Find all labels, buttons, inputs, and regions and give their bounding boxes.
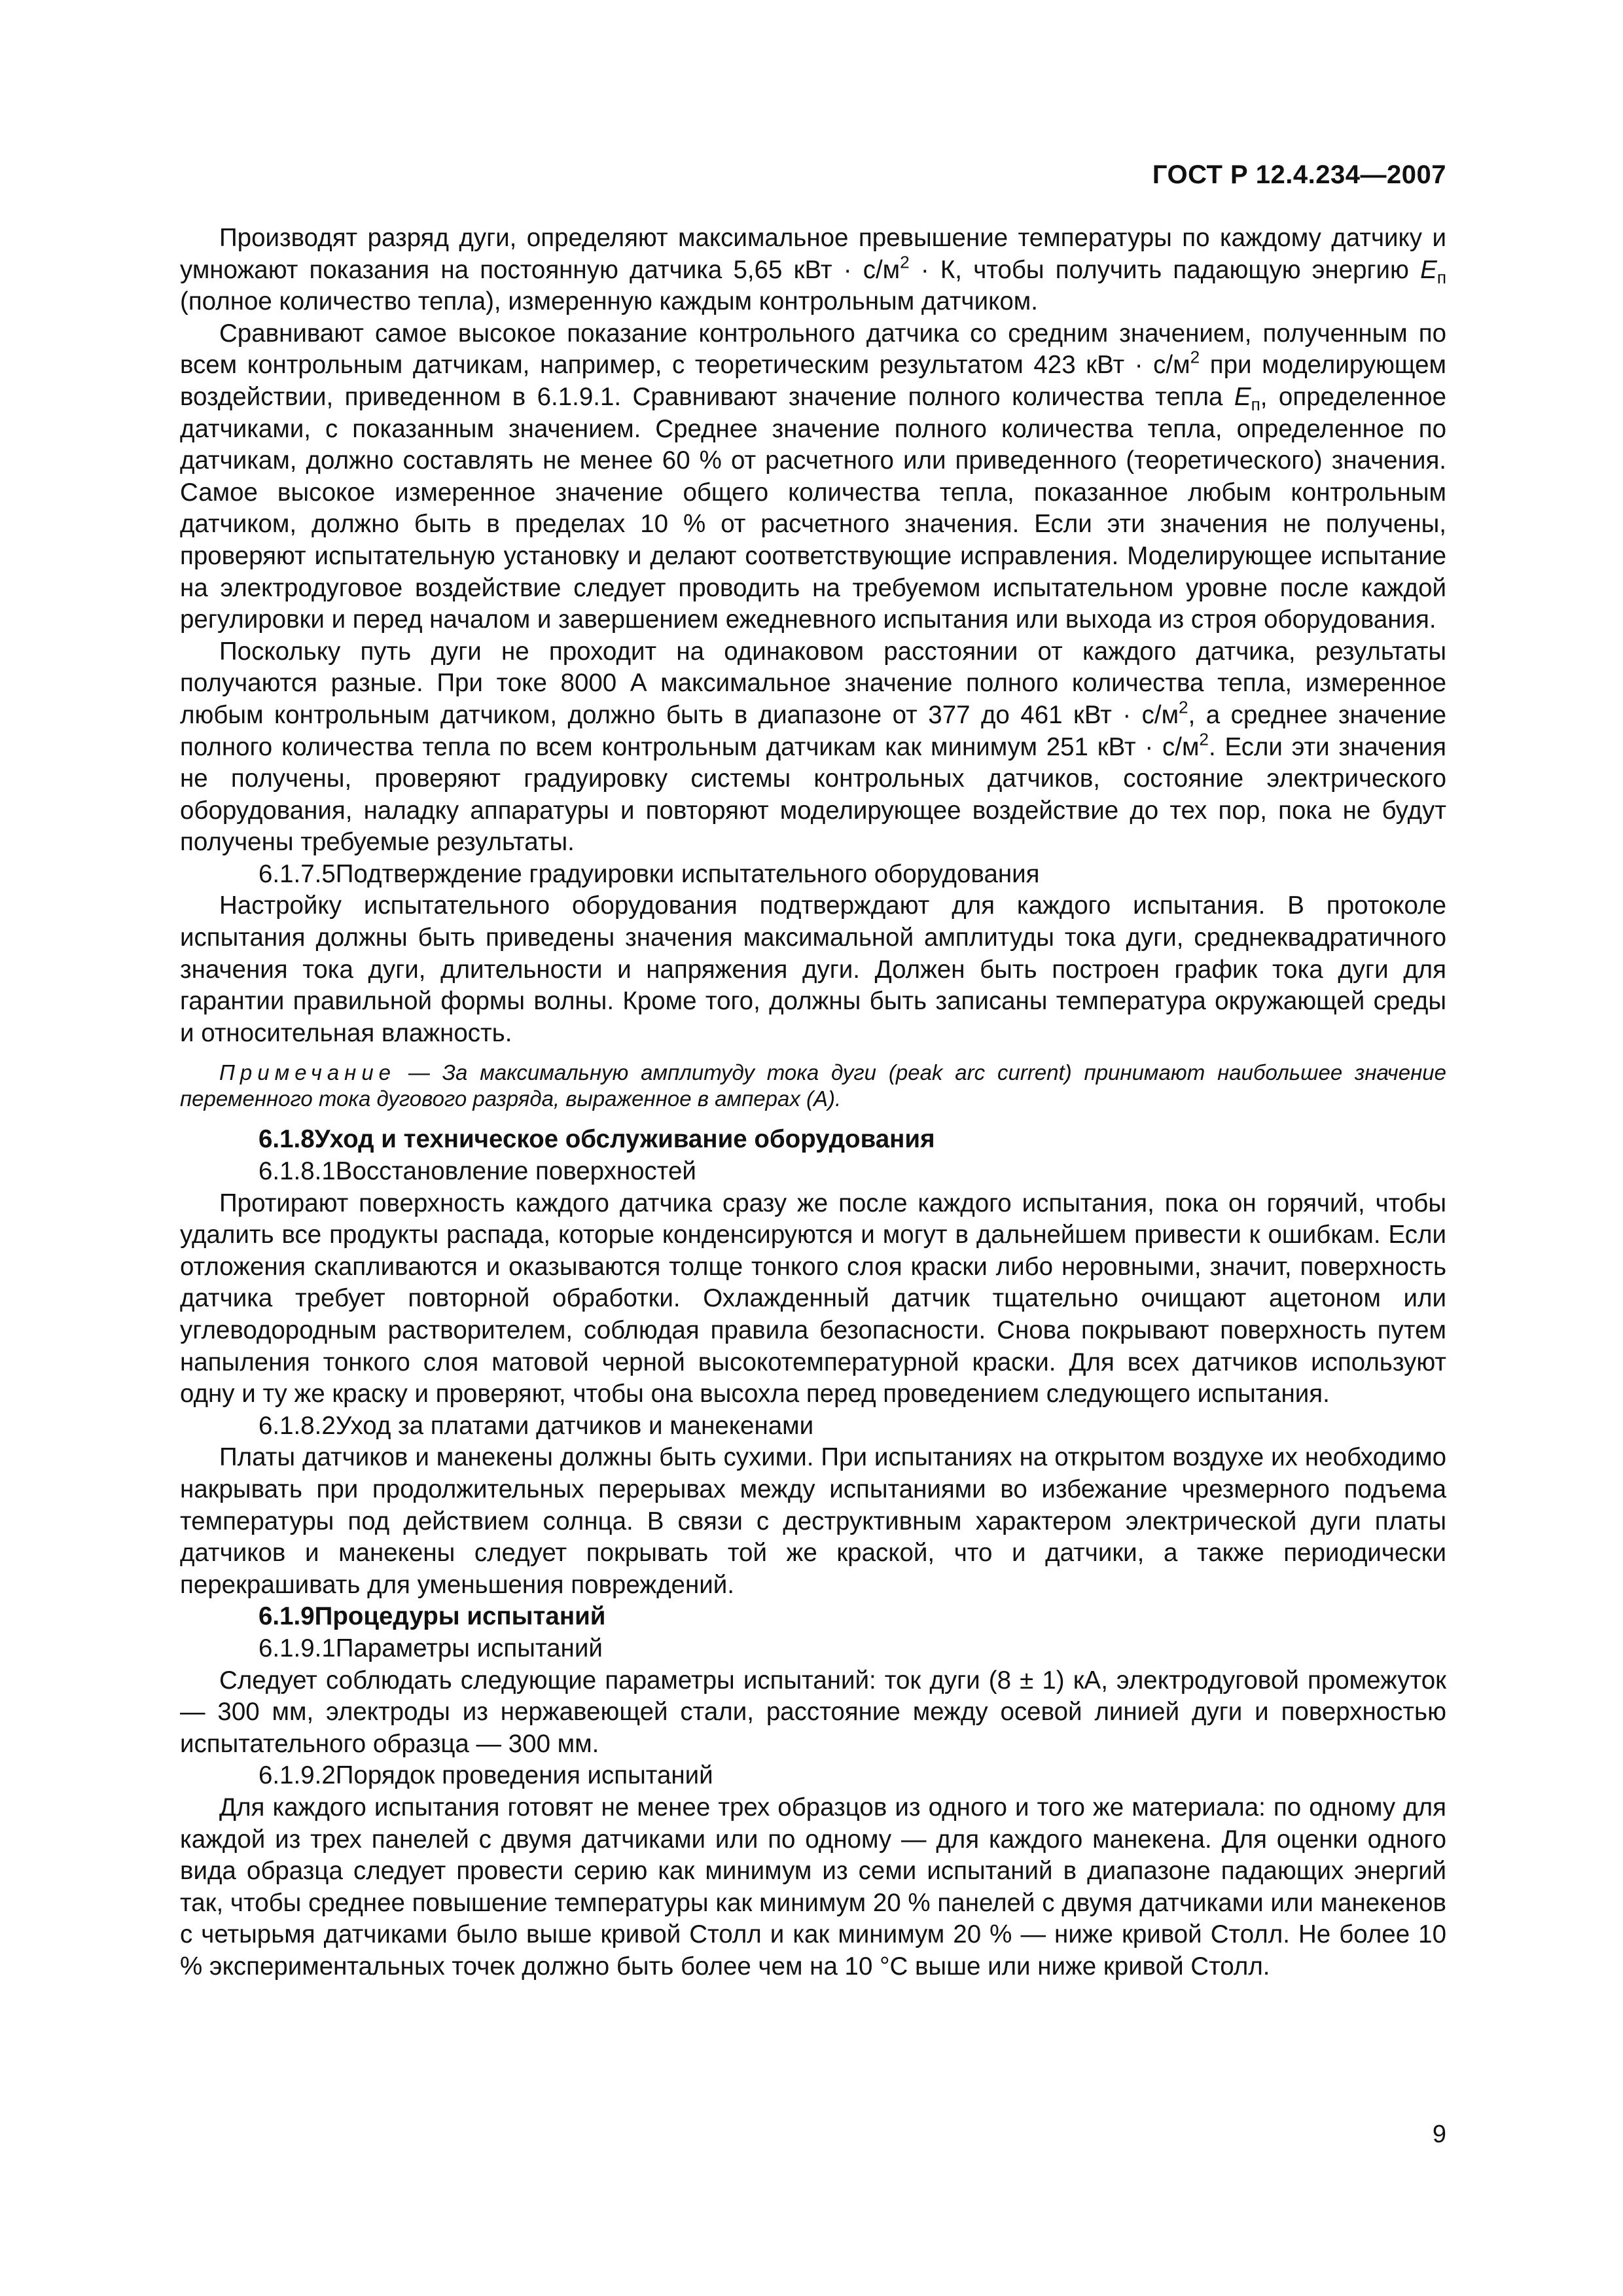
section-title: Уход и техническое обслуживание оборудования <box>314 1125 935 1154</box>
text-fragment: , определенное датчиками, с показанным значением. Среднее значение полного количества тепла, определенное по датчикам, должно составлять не менее 60 % от расчетного или приведенного (теоретического) значения. Самое высокое измеренное значение общего количества тепла, показанное любым контрольным датчиком, должно быть в пределах 10 % от расчетного значения. Если эти значения не получены, проверяют испытательную установку и делают соответствующие исправления. Моделирующее испытание на электродуговое воздействие следует проводить на требуемом испытательном уровне после каждой регулировки и перед началом и завершением ежедневного испытания или выхода из строя оборудования. <box>180 382 1446 634</box>
section-title: Порядок проведения испытаний <box>335 1761 713 1790</box>
superscript: 2 <box>1199 728 1209 749</box>
paragraph-sensor-boards-care: Платы датчиков и манекены должны быть сухими. При испытаниях на открытом воздухе их необходимо накрывать при продолжительных перерывах между испытаниями во избежание чрезмерного подъема температуры под действием солнца. В связи с деструктивным характером электрической дуги платы датчиков и манекены следует покрывать той же краской, что и датчики, а также периодически перекрашивать для уменьшения повреждений. <box>180 1443 1446 1599</box>
paragraph-energy-calculation <box>180 223 1446 318</box>
note <box>180 1060 1446 1112</box>
section-heading-6-1-8-2 <box>180 1410 1446 1443</box>
paragraph-comparison <box>180 318 1446 636</box>
subscript: п <box>1436 267 1446 287</box>
section-number: 6.1.9.1 <box>259 1634 336 1662</box>
section-title: Подтверждение градуировки испытательного оборудования <box>335 859 1040 888</box>
text-fragment: . Если эти значения не получены, проверяют градуировку системы контрольных датчиков, состояние электрического оборудования, наладку аппаратуры и повторяют моделирующее воздействие до тех пор, пока не будут получены требуемые результаты. <box>180 732 1447 857</box>
section-title: Уход за платами датчиков и манекенами <box>335 1411 814 1440</box>
section-number: 6.1.9 <box>259 1602 315 1631</box>
section-number: 6.1.8.1 <box>259 1157 336 1186</box>
superscript: 2 <box>1190 347 1200 367</box>
section-number: 6.1.7.5 <box>259 859 336 888</box>
document-body <box>180 223 1446 1982</box>
section-title: Процедуры испытаний <box>314 1602 606 1631</box>
superscript: 2 <box>1179 697 1188 717</box>
superscript: 2 <box>900 251 910 272</box>
section-heading-6-1-9 <box>180 1601 1446 1633</box>
section-title: Параметры испытаний <box>335 1634 603 1662</box>
text-fragment: · К, чтобы получить падающую энергию <box>909 255 1421 284</box>
section-number: 6.1.8.2 <box>259 1411 336 1440</box>
note-label: Примечание <box>219 1060 397 1085</box>
section-heading-6-1-8 <box>180 1124 1446 1156</box>
text-fragment: Сравнивают самое высокое показание контрольного датчика со средним значением, полученным по всем контрольным датчикам, например, с теоретическим результатом 423 кВт · с/м <box>180 319 1446 380</box>
section-heading-6-1-9-1 <box>180 1633 1446 1665</box>
text-fragment: , а среднее значение полного количества тепла по всем контрольным датчикам как минимум 251 кВт · с/м <box>180 700 1447 761</box>
page-number: 9 <box>1432 2121 1446 2148</box>
paragraph-test-procedure: Для каждого испытания готовят не менее трех образцов из одного и того же материала: по одному для каждой из трех панелей с двумя датчиками или по одному — для каждого манекена. Для оценки одного вида образца следует провести серию как минимум из семи испытаний в диапазоне падающих энергий так, чтобы среднее повышение температуры как минимум 20 % панелей с двумя датчиками или манекенов с четырьмя датчиками было выше кривой Столл и как минимум 20 % — ниже кривой Столл. Не более 10 % экспериментальных точек должно быть более чем на 10 °С выше или ниже кривой Столл. <box>180 1793 1446 1981</box>
section-number: 6.1.9.2 <box>259 1761 336 1790</box>
section-title: Восстановление поверхностей <box>335 1157 696 1186</box>
symbol-e: E <box>1234 382 1251 411</box>
text-fragment: (полное количество тепла), измеренную каждым контрольным датчиком. <box>180 287 1038 316</box>
section-heading-6-1-8-1 <box>180 1156 1446 1188</box>
document-code-header: ГОСТ Р 12.4.234—2007 <box>1152 160 1446 189</box>
section-heading-6-1-9-2 <box>180 1760 1446 1792</box>
symbol-e: E <box>1420 255 1437 284</box>
section-heading-6-1-7-5 <box>180 859 1446 891</box>
text-fragment: Поскольку путь дуги не проходит на одинаковом расстоянии от каждого датчика, результаты получаются разные. При токе 8000 А максимальное значение полного количества тепла, измеренное любым контрольным датчиком, должно быть в диапазоне от 377 до 461 кВт · с/м <box>180 637 1446 729</box>
section-number: 6.1.8 <box>259 1125 315 1154</box>
paragraph-test-parameters: Следует соблюдать следующие параметры испытаний: ток дуги (8 ± 1) кА, электродуговой промежуток — 300 мм, электроды из нержавеющей стали, расстояние между осевой линией дуги и поверхностью испытательного образца — 300 мм. <box>180 1666 1446 1758</box>
text-fragment: Производят разряд дуги, определяют максимальное превышение температуры по каждому датчику и умножают показания на постоянную датчика 5,65 кВт · с/м <box>180 224 1446 284</box>
subscript: п <box>1251 394 1260 414</box>
paragraph-calibration: Настройку испытательного оборудования подтверждают для каждого испытания. В протоколе испытания должны быть приведены значения максимальной амплитуды тока дуги, среднеквадратичного значения тока дуги, длительности и напряжения дуги. Должен быть построен график тока дуги для гарантии правильной формы волны. Кроме того, должны быть записаны температура окружающей среды и относительная влажность. <box>180 891 1446 1047</box>
paragraph-arc-path <box>180 636 1446 859</box>
note-text: — За максимальную амплитуду тока дуги (peak arc current) принимают наибольшее значение переменного тока дугового разряда, выраженное в амперах (А). <box>180 1060 1446 1111</box>
text-fragment: при моделирующем воздействии, приведенном в 6.1.9.1. Сравнивают значение полного количества тепла <box>180 351 1446 411</box>
paragraph-surface-restoration: Протирают поверхность каждого датчика сразу же после каждого испытания, пока он горячий, чтобы удалить все продукты распада, которые конденсируются и могут в дальнейшем привести к ошибкам. Если отложения скапливаются и оказываются толще тонкого слоя краски либо неровными, значит, поверхность датчика требует повторной обработки. Охлажденный датчик тщательно очищают ацетоном или углеводородным растворителем, соблюдая правила безопасности. Снова покрывают поверхность путем напыления тонкого слоя матовой черной высокотемпературной краски. Для всех датчиков используют одну и ту же краску и проверяют, чтобы она высохла перед проведением следующего испытания. <box>180 1189 1446 1408</box>
